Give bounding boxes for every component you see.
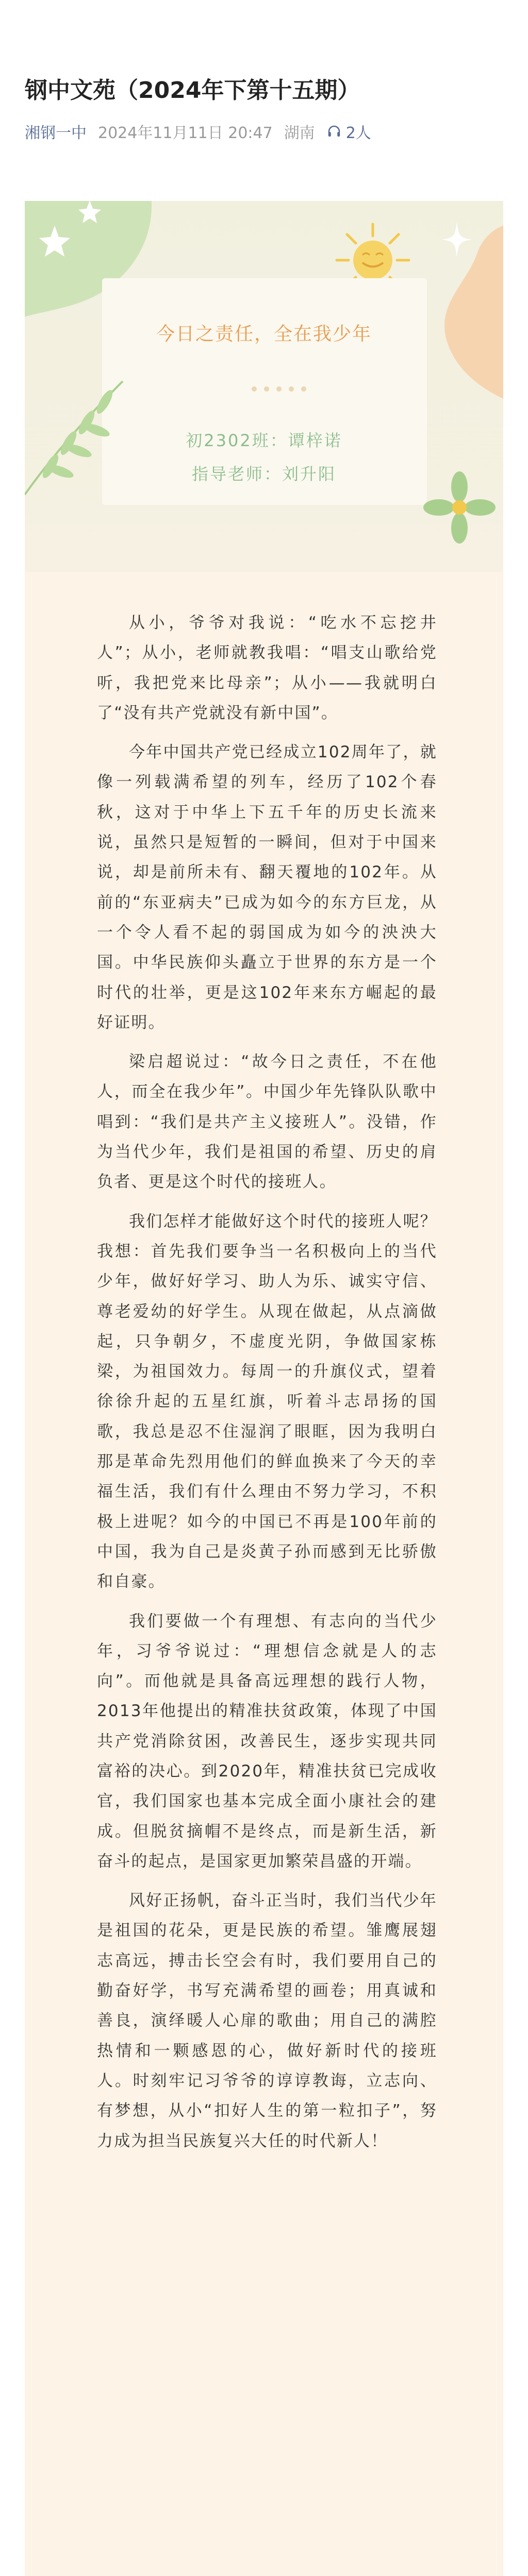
teacher-line: 指导老师：刘升阳 <box>191 464 336 484</box>
account-name-link[interactable]: 湘钢一中 <box>25 124 87 142</box>
paragraph: 今年中国共产党已经成立102周年了，就像一列载满希望的列车，经历了102个春秋，这对于中华上下五千年的历史长流来说，虽然只是短暂的一瞬间，但对于中国来说，却是前所未有、翻天覆地的102年。从前的“东亚病夫”已成为如今的东方巨龙，从一个令人看不起的弱国成为如今的泱泱大国。中华民族仰头矗立于世界的东方是一个时代的壮举，更是这102年来东方崛起的最好证明。 <box>97 743 437 1032</box>
headphones-icon <box>326 124 342 139</box>
publish-location: 湖南 <box>284 124 315 142</box>
paragraph: 梁启超说过：“故今日之责任，不在他人，而全在我少年”。中国少年先锋队队歌中唱到：“我们是共产主义接班人”。没错，作为当代少年，我们是祖国的希望、历史的肩负者、更是这个时代的接班人。 <box>97 1053 437 1192</box>
dot-divider <box>252 386 306 392</box>
paragraph: 风好正扬帆，奋斗正当时，我们当代少年是祖国的花朵，更是民族的希望。雏鹰展翅志高远，搏击长空会有时，我们要用自己的勤奋好学，书写充满希望的画卷；用真诚和善良，演绎暖人心扉的歌曲；用自己的满腔热情和一颗感恩的心，做好新时代的接班人。时刻牢记习爷爷的谆谆教诲，立志向、有梦想，从小“扣好人生的第一粒扣子”，努力成为担当民族复兴大任的时代新人！ <box>97 1891 437 2150</box>
listener-count: 2人 <box>345 124 371 142</box>
article-meta <box>25 120 503 143</box>
paragraph: 我们要做一个有理想、有志向的当代少年，习爷爷说过：“理想信念就是人的志向”。而他就是具备高远理想的践行人物，2013年他提出的精准扶贫政策，体现了中国共产党消除贫困，改善民生，逐步实现共同富裕的决心。到2020年，精准扶贫已完成收官，我们国家也基本完成全面小康社会的建成。但脱贫摘帽不是终点，而是新生活，新奋斗的起点，是国家更加繁荣昌盛的开端。 <box>97 1612 437 1871</box>
article-title: 钢中文苑（2024年下第十五期） <box>25 77 360 104</box>
article-body <box>97 608 437 2165</box>
listen-button[interactable] <box>326 120 371 143</box>
paragraph: 从小，爷爷对我说：“吃水不忘挖井人”；从小，老师就教我唱：“唱支山歌给党听，我把党来比母亲”；从小——我就明白了“没有共产党就没有新中国”。 <box>97 614 437 722</box>
article-card <box>25 201 503 2576</box>
publish-date: 2024年11月11日 20:47 <box>98 124 273 142</box>
article-header <box>0 0 528 142</box>
paragraph: 我们怎样才能做好这个时代的接班人呢？我想：首先我们要争当一名积极向上的当代少年，做好好学习、助人为乐、诚实守信、尊老爱幼的好学生。从现在做起，从点滴做起，只争朝夕，不虚度光阴，争做国家栋梁，为祖国效力。每周一的升旗仪式，望着徐徐升起的五星红旗，听着斗志昂扬的国歌，我总是忍不住湿润了眼眶，因为我明白那是革命先烈用他们的鲜血换来了今天的幸福生活，我们有什么理由不努力学习，不积极上进呢？如今的中国已不再是100年前的中国，我为自己是炎黄子孙而感到无比骄傲和自豪。 <box>97 1212 437 1591</box>
banner-subtitle: 今日之责任，全在我少年 <box>156 324 372 345</box>
sparkle-icon <box>441 222 472 258</box>
author-line: 初2302班：谭梓诺 <box>186 431 342 450</box>
title-banner <box>25 201 503 572</box>
